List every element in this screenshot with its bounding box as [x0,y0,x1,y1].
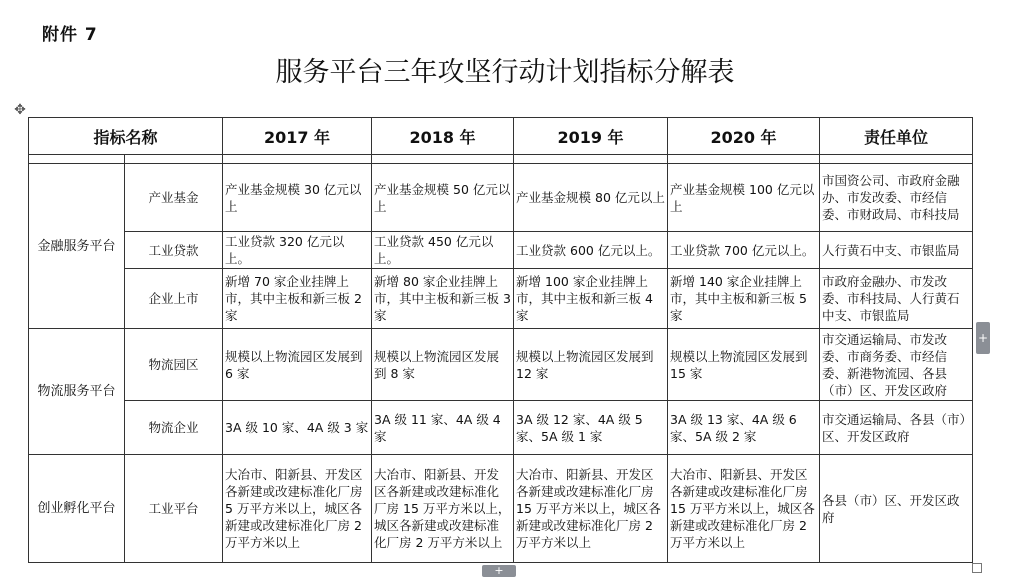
value-2020[interactable]: 大冶市、阳新县、开发区各新建或改建标准化厂房 15 万平方米以上，城区各新建或改建标准化厂房 2 万平方米以上 [668,455,820,563]
page-title: 服务平台三年攻坚行动计划指标分解表 [275,57,735,88]
value-2018[interactable]: 规模以上物流园区发展到 8 家 [372,329,514,401]
responsible-unit[interactable]: 市交通运输局、各县（市）区、开发区政府 [820,401,973,455]
indicator-name: 工业贷款 [125,232,223,269]
header-responsible: 责任单位 [820,118,973,155]
value-2019[interactable]: 新增 100 家企业挂牌上市，其中主板和新三板 4 家 [514,269,668,329]
value-2020[interactable]: 3A 级 13 家、4A 级 6 家、5A 级 2 家 [668,401,820,455]
header-2018: 2018 年 [372,118,514,155]
responsible-unit[interactable]: 市国资公司、市政府金融办、市发改委、市经信委、市财政局、市科技局 [820,164,973,232]
table-row [29,401,973,455]
indicator-table [28,117,973,563]
value-2018[interactable]: 工业贷款 450 亿元以上。 [372,232,514,269]
header-2019: 2019 年 [514,118,668,155]
add-row-plus-icon[interactable]: + [976,322,990,354]
value-2018[interactable]: 新增 80 家企业挂牌上市，其中主板和新三板 3 家 [372,269,514,329]
value-2017[interactable]: 规模以上物流园区发展到 6 家 [223,329,372,401]
header-row [29,118,973,155]
responsible-unit[interactable]: 人行黄石中支、市银监局 [820,232,973,269]
responsible-unit[interactable]: 市交通运输局、市发改委、市商务委、市经信委、新港物流园、各县（市）区、开发区政府 [820,329,973,401]
value-2020[interactable]: 新增 140 家企业挂牌上市，其中主板和新三板 5 家 [668,269,820,329]
header-2017: 2017 年 [223,118,372,155]
indicator-name: 物流园区 [125,329,223,401]
value-2020[interactable]: 产业基金规模 100 亿元以上 [668,164,820,232]
value-2017[interactable]: 大冶市、阳新县、开发区各新建或改建标准化厂房 5 万平方米以上，城区各新建或改建标准化厂房 2 万平方米以上 [223,455,372,563]
responsible-unit[interactable]: 各县（市）区、开发区政府 [820,455,973,563]
table-row [29,164,973,232]
table-row [29,329,973,401]
category-cell: 物流服务平台 [29,329,125,455]
resize-handle[interactable] [972,563,982,573]
value-2017[interactable]: 3A 级 10 家、4A 级 3 家 [223,401,372,455]
table-row [29,232,973,269]
category-cell: 金融服务平台 [29,164,125,329]
value-2018[interactable]: 产业基金规模 50 亿元以上 [372,164,514,232]
value-2019[interactable]: 工业贷款 600 亿元以上。 [514,232,668,269]
value-2018[interactable]: 大冶市、阳新县、开发区各新建或改建标准化厂房 15 万平方米以上，城区各新建或改建标准化厂房 2 万平方米以上 [372,455,514,563]
responsible-unit[interactable]: 市政府金融办、市发改委、市科技局、人行黄石中支、市银监局 [820,269,973,329]
header-2020: 2020 年 [668,118,820,155]
value-2020[interactable]: 规模以上物流园区发展到 15 家 [668,329,820,401]
indicator-table-container [28,117,972,563]
indicator-name: 产业基金 [125,164,223,232]
indicator-name: 物流企业 [125,401,223,455]
add-column-plus-icon[interactable]: + [482,565,516,577]
spacer-row [29,155,973,164]
value-2018[interactable]: 3A 级 11 家、4A 级 4 家 [372,401,514,455]
indicator-name: 企业上市 [125,269,223,329]
move-icon[interactable]: ✥ [14,102,26,118]
value-2017[interactable]: 工业贷款 320 亿元以上。 [223,232,372,269]
header-indicator: 指标名称 [29,118,223,155]
value-2017[interactable]: 产业基金规模 30 亿元以上 [223,164,372,232]
attachment-label: 附件 7 [42,25,98,45]
value-2020[interactable]: 工业贷款 700 亿元以上。 [668,232,820,269]
value-2017[interactable]: 新增 70 家企业挂牌上市，其中主板和新三板 2 家 [223,269,372,329]
value-2019[interactable]: 大冶市、阳新县、开发区各新建或改建标准化厂房 15 万平方米以上，城区各新建或改建标准化厂房 2 万平方米以上 [514,455,668,563]
value-2019[interactable]: 产业基金规模 80 亿元以上 [514,164,668,232]
table-row [29,455,973,563]
table-row [29,269,973,329]
value-2019[interactable]: 3A 级 12 家、4A 级 5 家、5A 级 1 家 [514,401,668,455]
category-cell: 创业孵化平台 [29,455,125,563]
value-2019[interactable]: 规模以上物流园区发展到 12 家 [514,329,668,401]
indicator-name: 工业平台 [125,455,223,563]
